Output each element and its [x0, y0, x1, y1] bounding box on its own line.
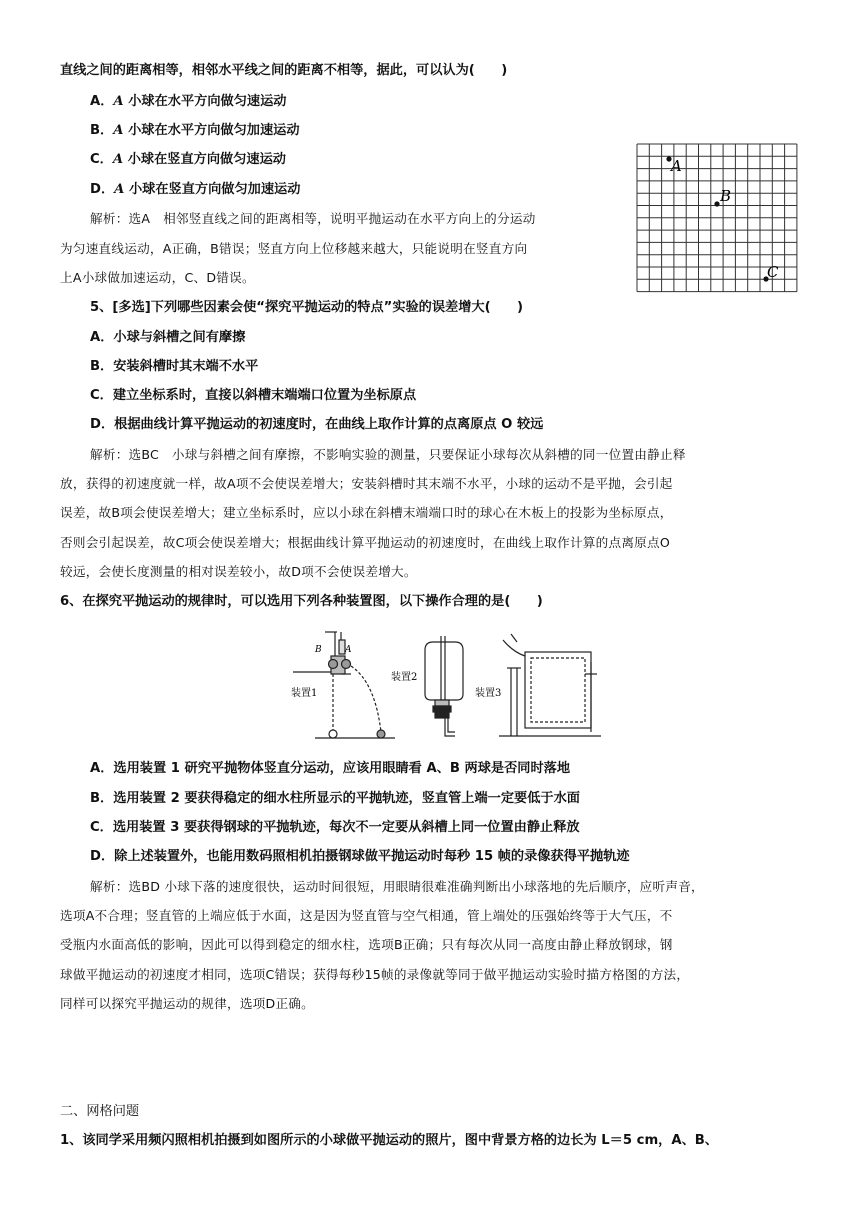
point-label: A: [114, 182, 125, 197]
point-c-label: C: [767, 263, 779, 281]
device-1: [293, 632, 395, 738]
device-3-label: 装置3: [475, 688, 502, 699]
q5-solution-line: 放，获得的初速度就一样，故A项不会使误差增大；安装斜槽时其末端不水平，小球的运动不是平抛，会引起: [60, 476, 673, 491]
q5-solution-line: 否则会引起误差，故C项会使误差增大；根据曲线计算平抛运动的初速度时，在曲线上取作计算的点离原点O: [60, 535, 671, 550]
section-heading: 二、网格问题: [60, 1104, 140, 1119]
point-a-label: A: [671, 157, 682, 175]
device-3: [499, 634, 601, 736]
option-letter: A．: [90, 94, 114, 109]
point-label: A: [113, 123, 124, 138]
q5-solution-line: 误差，故B项会使误差增大；建立坐标系时，应以小球在斜槽末端端口时的球心在木板上的投影为坐标原点，: [60, 505, 673, 520]
q4-option-d: [90, 181, 300, 199]
q5-solution-line: 较远，会使长度测量的相对误差较小，故D项不会使误差增大。: [60, 564, 417, 579]
device-2: [425, 636, 463, 736]
q6-solution-line: 同样可以探究平抛运动的规律，选项D正确。: [60, 996, 314, 1011]
apparatus-figure: [285, 622, 605, 742]
q6-option-c: C．选用装置 3 要获得钢球的平抛轨迹，每次不一定要从斜槽上同一位置由静止释放: [90, 820, 580, 835]
device-1-label: 装置1: [291, 688, 318, 699]
q5-solution-line: 解析：选BC 小球与斜槽之间有摩擦，不影响实验的测量，只要保证小球每次从斜槽的同一位置由静止释: [90, 447, 686, 462]
q4-option-c: [90, 151, 286, 169]
q6-solution-line: 解析：选BD 小球下落的速度很快，运动时间很短，用眼睛很难准确判断出小球落地的先后顺序，应听声音，: [90, 879, 704, 894]
point-label: A: [112, 152, 124, 167]
option-text: 小球在竖直方向做匀加速运动: [128, 182, 301, 197]
q6-option-a: A．选用装置 1 研究平抛物体竖直分运动，应该用眼睛看 A、B 两球是否同时落地: [90, 761, 571, 776]
q5-option-d: D．根据曲线计算平抛运动的初速度时，在曲线上取作计算的点离原点 O 较远: [90, 417, 544, 432]
option-letter: B．: [90, 123, 114, 138]
q6-option-b: B．选用装置 2 要获得稳定的细水柱所显示的平抛轨迹，竖直管上端一定要低于水面: [90, 791, 580, 806]
q5-option-a: A．小球与斜槽之间有摩擦: [90, 330, 246, 345]
option-letter: D．: [90, 182, 115, 197]
q4-solution-line: 解析：选A 相邻竖直线之间的距离相等，说明平抛运动在水平方向上的分运动: [90, 211, 536, 226]
trajectory-grid-figure: [636, 143, 800, 293]
q4-option-b: [90, 122, 300, 140]
ball-b-label: B: [315, 645, 322, 655]
point-label: A: [113, 94, 124, 109]
q4-option-a: [90, 93, 286, 111]
point-b-dot: [714, 201, 719, 206]
q4-stem-continuation: 直线之间的距离相等，相邻水平线之间的距离不相等，据此，可以认为( ): [60, 63, 508, 78]
q6-stem: 6、在探究平抛运动的规律时，可以选用下列各种装置图，以下操作合理的是( ): [60, 594, 543, 609]
q6-solution-line: 受瓶内水面高低的影响，因此可以得到稳定的细水柱，选项B正确；只有每次从同一高度由静止释放钢球，钢: [60, 937, 673, 952]
q6-solution-line: 选项A不合理；竖直管的上端应低于水面，这是因为竖直管与空气相通，管上端处的压强始终等于大气压，不: [60, 908, 673, 923]
q6-option-d: D．除上述装置外，也能用数码照相机拍摄钢球做平抛运动时每秒 15 帧的录像获得平抛轨迹: [90, 849, 630, 864]
option-text: 小球在水平方向做匀速运动: [128, 94, 287, 109]
ball-a-label: A: [345, 645, 352, 655]
grid-problem-1-stem: 1、该同学采用频闪照相机拍摄到如图所示的小球做平抛运动的照片，图中背景方格的边长为 L＝5 cm，A、B、: [60, 1133, 718, 1148]
q5-stem: 5、[多选]下列哪些因素会使“探究平抛运动的特点”实验的误差增大( ): [90, 300, 524, 315]
q5-option-b: B．安装斜槽时其末端不水平: [90, 359, 259, 374]
q4-solution-line: 为匀速直线运动，A正确，B错误；竖直方向上位移越来越大，只能说明在竖直方向: [60, 241, 528, 256]
device-2-label: 装置2: [391, 672, 418, 683]
q5-option-c: C．建立坐标系时，直接以斜槽末端端口位置为坐标原点: [90, 388, 417, 403]
point-b-label: B: [720, 187, 732, 205]
option-text: 小球在竖直方向做匀速运动: [127, 152, 286, 167]
q6-solution-line: 球做平抛运动的初速度才相同，选项C错误；获得每秒15帧的录像就等同于做平抛运动实验时描方格图的方法，: [60, 967, 690, 982]
q4-solution-line: 上A小球做加速运动，C、D错误。: [60, 270, 255, 285]
option-letter: C．: [90, 152, 113, 167]
option-text: 小球在水平方向做匀加速运动: [128, 123, 300, 138]
